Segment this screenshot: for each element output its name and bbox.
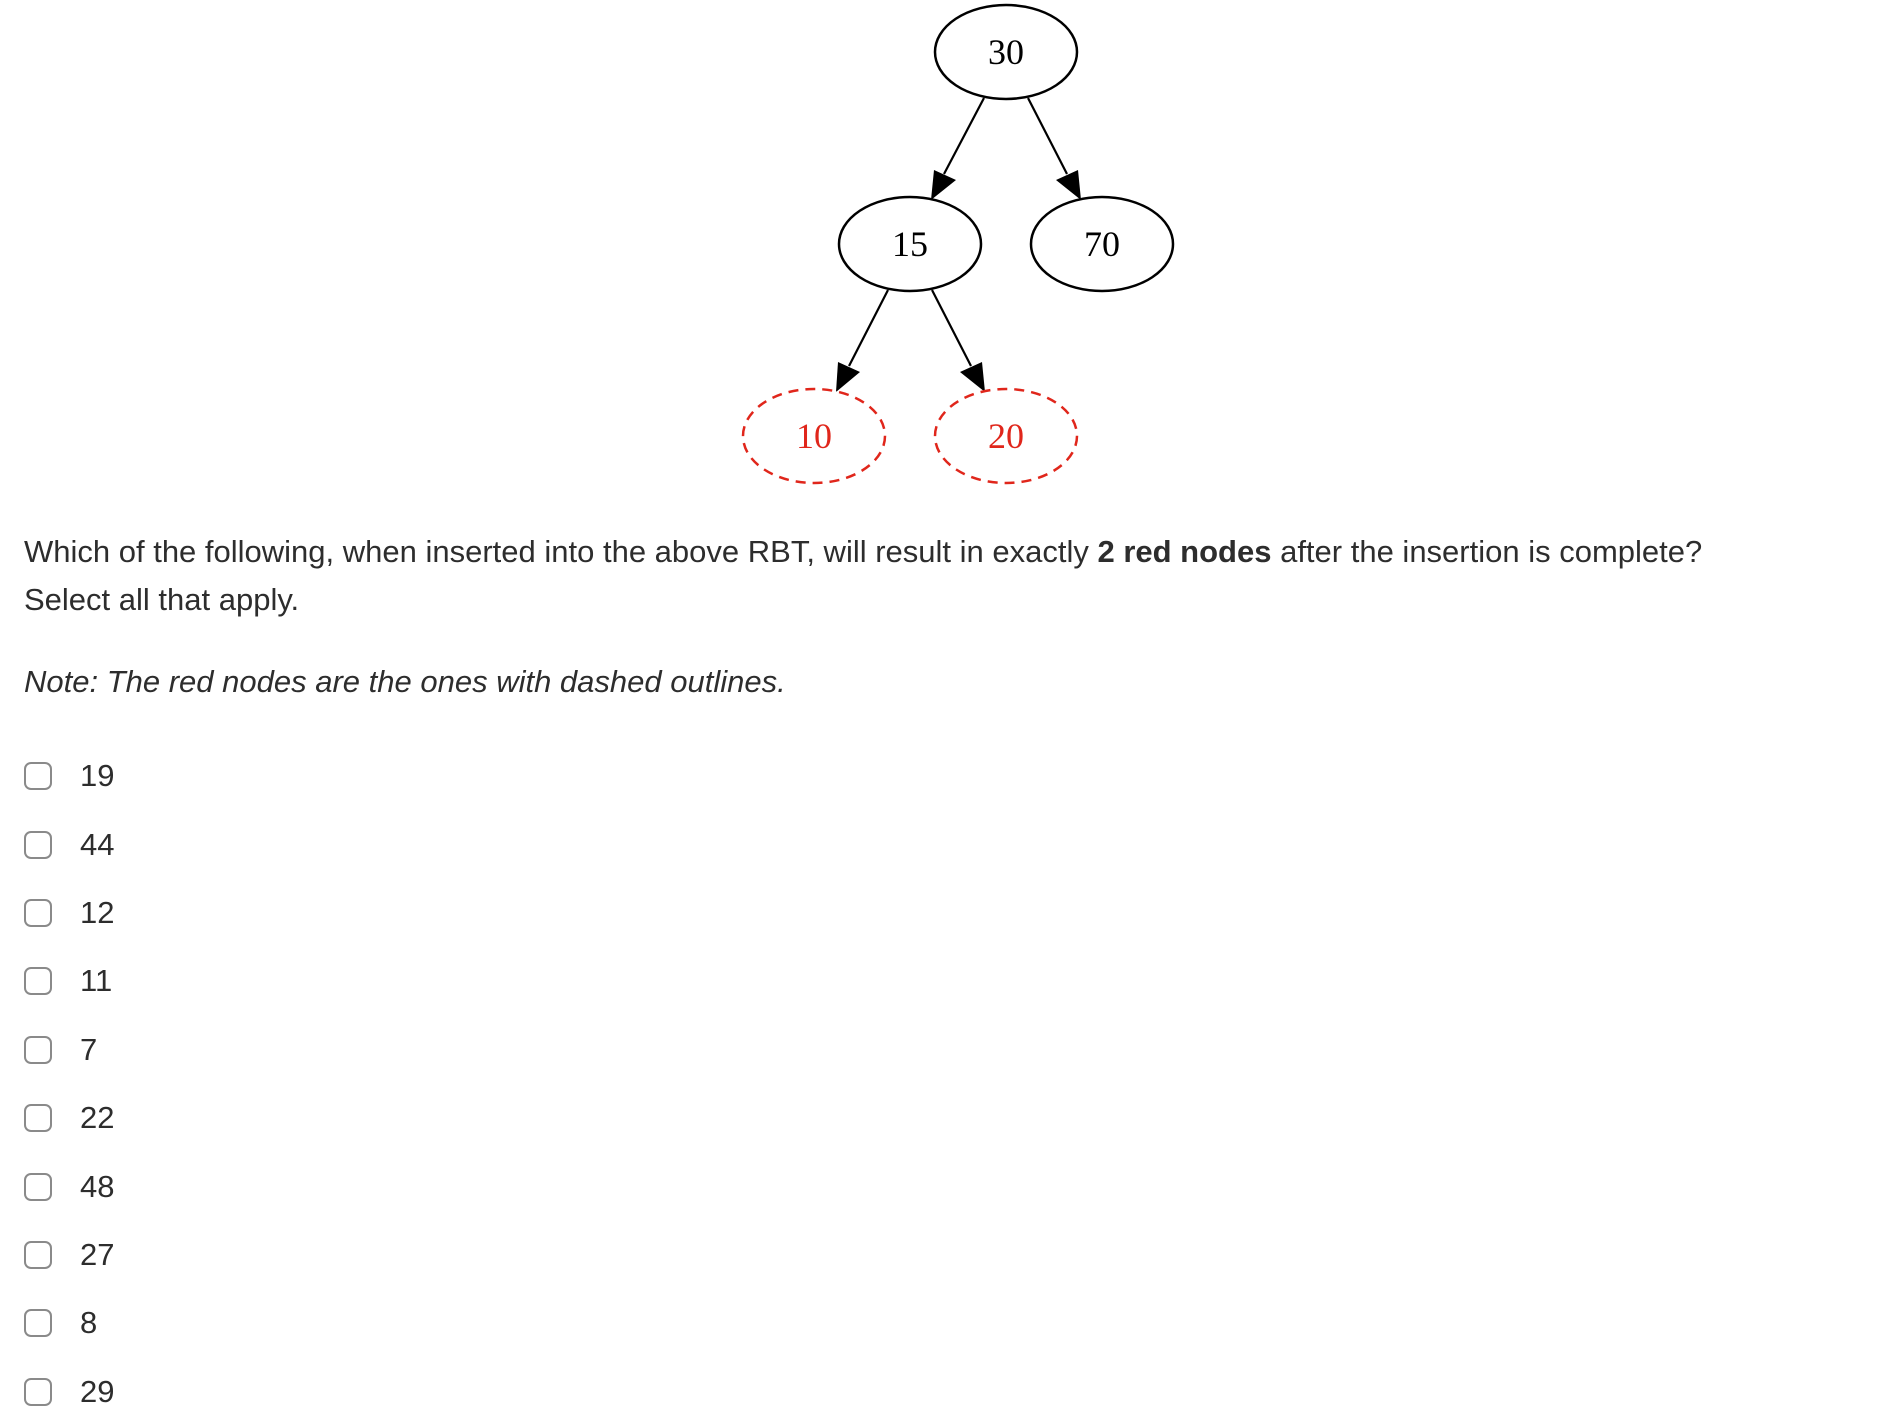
question-line-2: Select all that apply. [24,582,300,617]
node-20 [935,389,1077,483]
option-8[interactable] [24,1289,114,1357]
note-text: Note: The red nodes are the ones with dashed outlines. [24,664,786,699]
option-label: 22 [80,1100,115,1136]
answer-options [24,742,114,1426]
option-label: 44 [80,826,115,862]
node-30-label: 30 [988,32,1024,72]
question-text [24,528,1864,624]
question-text-before: Which of the following, when inserted into the above RBT, will result in exactly [24,534,1098,569]
rbt-diagram [0,0,1882,500]
option-22[interactable] [24,1084,114,1152]
node-10 [743,389,885,483]
checkbox[interactable] [24,762,52,790]
option-label: 29 [80,1373,115,1409]
option-label: 11 [80,963,113,999]
option-label: 12 [80,894,115,930]
checkbox[interactable] [24,967,52,995]
node-30 [935,5,1077,99]
option-19[interactable] [24,742,114,810]
option-label: 48 [80,1168,115,1204]
checkbox[interactable] [24,1036,52,1064]
checkbox[interactable] [24,899,52,927]
option-label: 8 [80,1305,98,1341]
checkbox[interactable] [24,1378,52,1406]
option-48[interactable] [24,1152,114,1220]
node-20-label: 20 [988,416,1024,456]
node-70-label: 70 [1084,224,1120,264]
option-label: 27 [80,1236,115,1272]
edge-30-70 [1028,98,1081,200]
checkbox[interactable] [24,1309,52,1337]
node-15 [839,197,981,291]
question-text-after: after the insertion is complete? [1271,534,1703,569]
node-70 [1031,197,1173,291]
edge-15-10 [836,290,888,392]
edge-15-20 [932,290,985,392]
option-29[interactable] [24,1358,114,1426]
option-label: 7 [80,1031,98,1067]
option-12[interactable] [24,879,114,947]
question-line-1 [24,528,1864,576]
checkbox[interactable] [24,1173,52,1201]
node-15-label: 15 [892,224,928,264]
checkbox[interactable] [24,831,52,859]
option-27[interactable] [24,1221,114,1289]
option-11[interactable] [24,947,114,1015]
option-label: 19 [80,758,115,794]
checkbox[interactable] [24,1241,52,1269]
node-10-label: 10 [796,416,832,456]
option-44[interactable] [24,810,114,878]
checkbox[interactable] [24,1104,52,1132]
edge-30-15 [931,98,984,200]
question-text-bold: 2 red nodes [1097,534,1272,569]
option-7[interactable] [24,1016,114,1084]
